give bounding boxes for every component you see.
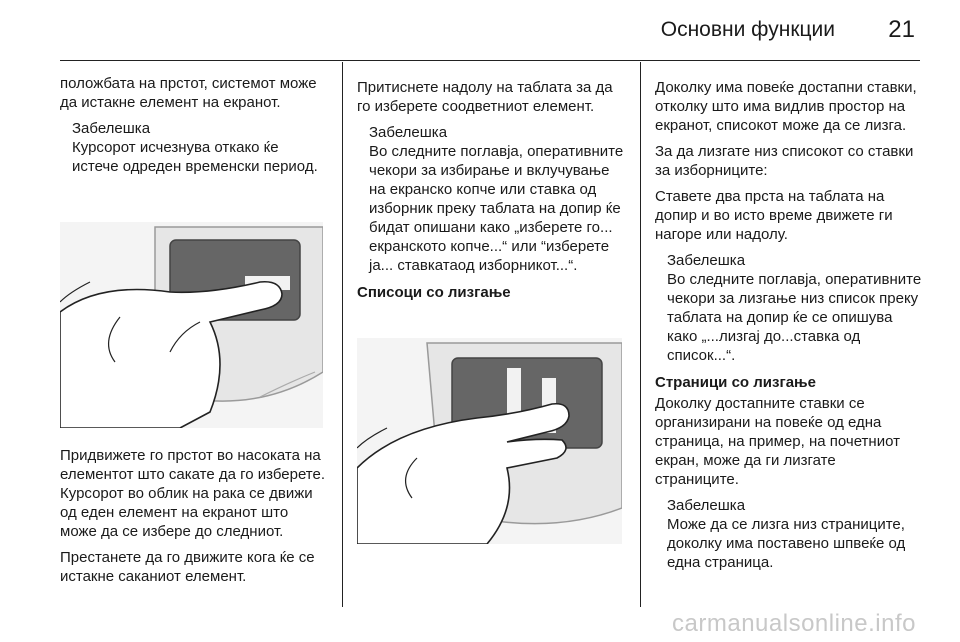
column-1-top	[60, 74, 328, 182]
header-rule	[60, 60, 920, 61]
column-divider-1	[342, 62, 343, 607]
note-title: Забелешка	[667, 497, 746, 514]
column-divider-2	[640, 62, 641, 607]
note	[369, 123, 625, 275]
note-text: Може да се лизга низ страниците, доколку има поставено шпвеќе од една страница.	[667, 516, 906, 571]
paragraph: положбата на прстот, системот може да истакне елемент на екранот.	[60, 75, 317, 111]
paragraph: Придвижете го прстот во насоката на елементот што сакате да го изберете. Курсорот во облик на рака се движи од еден елемент на екранот што може да се избере до следниот.	[60, 447, 325, 540]
paragraph: Ставете два прста на таблата на допир и во исто време движете ги нагоре или надолу.	[655, 188, 893, 243]
paragraph: Доколку има повеќе достапни ставки, отколку што има видлив простор на екранот, списокот може да се лизга.	[655, 79, 917, 134]
paragraph: Доколку достапните ставки се организирани на повеќе од една страница, на пример, на почетниот екран, може да ги лизгате страниците.	[655, 395, 900, 488]
watermark: carmanualsonline.info	[672, 610, 916, 637]
illustration-single-finger	[60, 222, 323, 428]
note-text: Во следните поглавја, оперативните чекори за избирање и вклучување на екранско копче или ставка од изборник преку таблата на допир ќе бидат опишани како „изберете го... екранското копче...“ или “изберете ја... ставкатаод изборникот...“.	[369, 143, 624, 274]
page-number: 21	[888, 16, 915, 43]
paragraph: За да лизгате низ списокот со ставки за изборниците:	[655, 143, 914, 179]
note	[667, 251, 923, 365]
section-heading: Страници со лизгање	[655, 374, 816, 391]
note	[667, 496, 923, 572]
column-3	[655, 78, 923, 578]
column-1-bottom	[60, 446, 328, 593]
note-title: Забелешка	[369, 124, 448, 141]
section-heading: Списоци со лизгање	[357, 284, 511, 301]
note	[72, 119, 328, 176]
note-title: Забелешка	[72, 120, 151, 137]
paragraph: Притиснете надолу на таблата за да го изберете соодветниот елемент.	[357, 79, 613, 115]
note-text: Курсорот исчезнува откако ќе истече одреден временски период.	[72, 139, 318, 175]
column-2	[357, 78, 625, 304]
note-text: Во следните поглавја, оперативните чекори за лизгање низ список преку таблата на допир ќе се опишува како „...лизгај до...ставка од список...“.	[667, 271, 922, 364]
note-title: Забелешка	[667, 252, 746, 269]
page-header-title: Основни функции	[660, 18, 835, 41]
illustration-two-fingers	[357, 338, 622, 544]
paragraph: Престанете да го движите кога ќе се истакне саканиот елемент.	[60, 549, 315, 585]
